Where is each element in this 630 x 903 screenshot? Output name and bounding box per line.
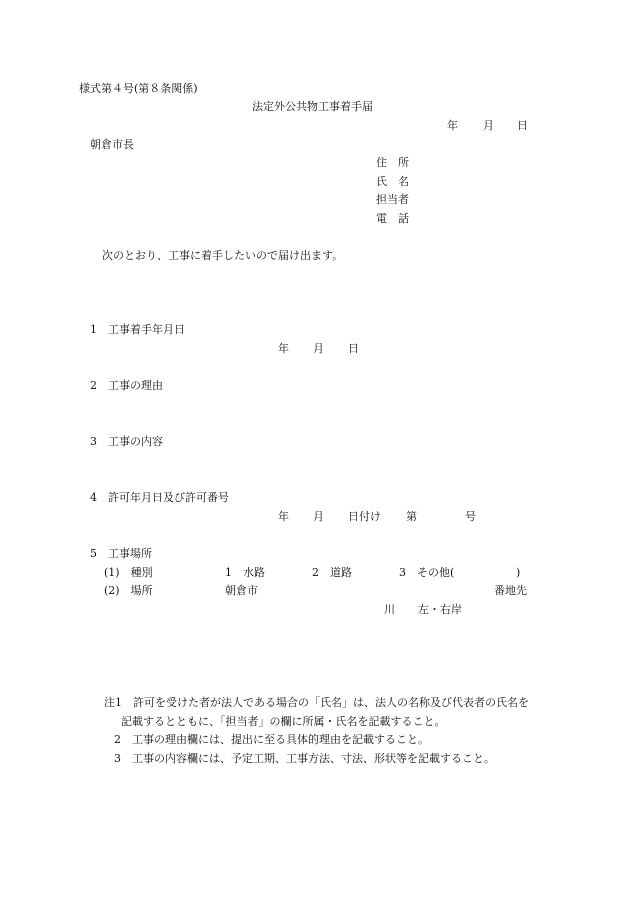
date-month-label: 月	[483, 119, 494, 132]
type-label: (1) 種別	[104, 566, 153, 579]
form-number: 様式第４号(第８条関係)	[79, 82, 198, 95]
reason-label: 2 工事の理由	[90, 379, 163, 392]
name-label: 氏 名	[376, 175, 409, 188]
start-date-label: 1 工事着手年月日	[90, 323, 185, 336]
contact-person-label: 担当者	[376, 193, 409, 206]
permit-number-suffix: 号	[465, 510, 476, 523]
location-label: 5 工事場所	[90, 547, 152, 560]
bank-label: 左・右岸	[418, 603, 462, 616]
content-label: 3 工事の内容	[90, 435, 163, 448]
permit-dated: 日付け	[348, 510, 381, 523]
date-year-label: 年	[447, 119, 458, 132]
start-date-month: 月	[313, 342, 324, 355]
type-option-other: 3 その他(	[399, 566, 455, 579]
addressee: 朝倉市長	[90, 138, 134, 151]
lot-suffix: 番地先	[494, 584, 527, 597]
phone-label: 電 話	[376, 212, 409, 225]
permit-number-prefix: 第	[406, 510, 417, 523]
type-option-road: 2 道路	[312, 566, 352, 579]
permit-year: 年	[278, 510, 289, 523]
note-1-line-1: 注1 許可を受けた者が法人である場合の「氏名」は、法人の名称及び代表者の氏名を	[104, 696, 529, 709]
address-label: 住 所	[376, 156, 409, 169]
note-1-line-2: 記載するとともに、「担当者」の欄に所属・氏名を記載すること。	[121, 715, 446, 728]
permit-month: 月	[313, 510, 324, 523]
intro-text: 次のとおり、工事に着手したいので届け出ます。	[102, 249, 344, 262]
city-name: 朝倉市	[225, 584, 258, 597]
start-date-year: 年	[278, 342, 289, 355]
permit-label: 4 許可年月日及び許可番号	[90, 491, 229, 504]
type-option-other-close: )	[516, 566, 521, 579]
place-label: (2) 場所	[104, 584, 153, 597]
page-title: 法定外公共物工事着手届	[252, 100, 373, 113]
river-label: 川	[384, 603, 395, 616]
start-date-day: 日	[348, 342, 359, 355]
date-day-label: 日	[517, 119, 528, 132]
note-2: 2 工事の理由欄には、提出に至る具体的理由を記載すること。	[114, 733, 429, 746]
type-option-waterway: 1 水路	[225, 566, 265, 579]
note-3: 3 工事の内容欄には、予定工期、工事方法、寸法、形状等を記載すること。	[114, 752, 495, 765]
